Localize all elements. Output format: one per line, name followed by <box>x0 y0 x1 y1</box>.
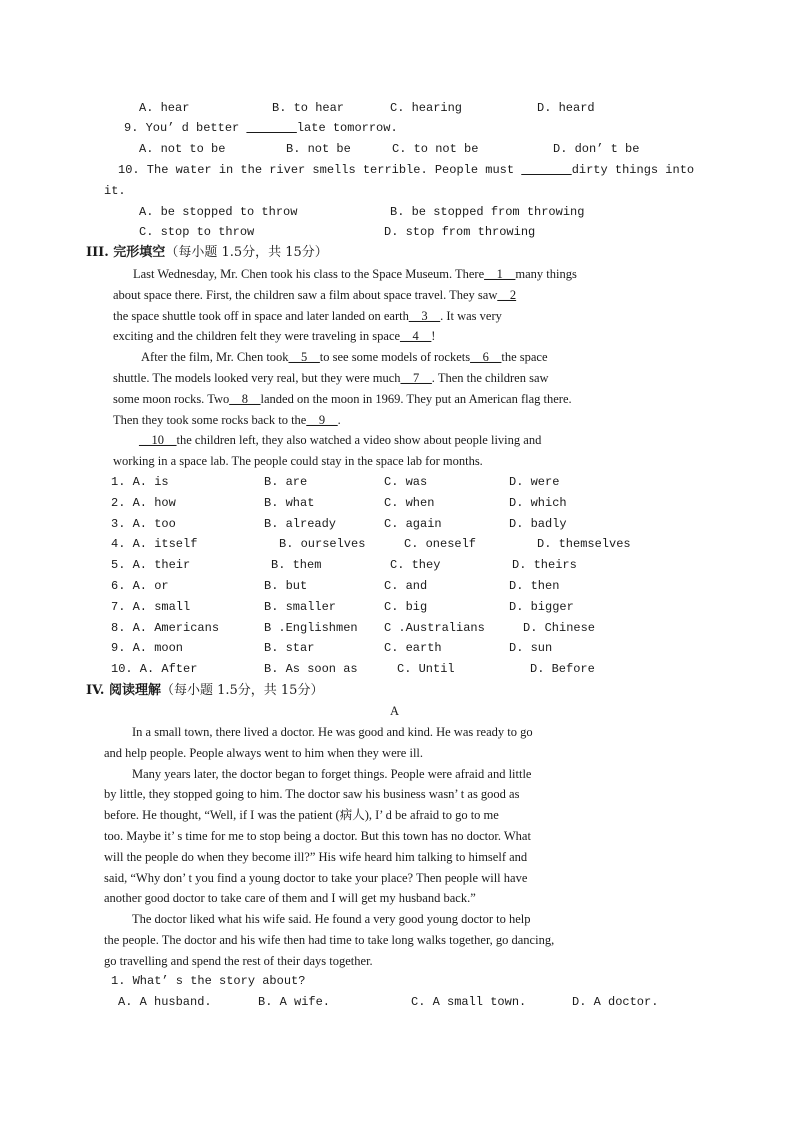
passage-label: A <box>390 704 400 718</box>
q10-option-a: A. be stopped to throw <box>139 205 298 219</box>
cloze-option-7-a: 7. A. small <box>111 599 191 614</box>
reading-q1-stem: 1. What’ s the story about? <box>111 974 306 988</box>
cloze-line-3: the space shuttle took off in space and later landed on earth__3__. It was very <box>113 309 502 323</box>
cloze-blank-10: __10__ <box>139 433 177 447</box>
reading-line: by little, they stopped going to him. The doctor saw his business wasn’ t as good as <box>104 787 520 802</box>
cloze-blank-3: __3__ <box>408 309 441 323</box>
cloze-blank-4: __4__ <box>400 329 432 343</box>
cloze-option-6-c: C. and <box>384 579 428 593</box>
reading-line: will the people do when they become ill?” His wife heard him talking to himself and <box>104 849 528 864</box>
cloze-option-1-c: C. was <box>384 475 428 489</box>
cloze-option-5-a: 5. A. their <box>111 558 191 573</box>
cloze-line-2: about space there. First, the children saw a film about space travel. They saw__2 <box>113 288 517 302</box>
reading-line: go travelling and spend the rest of their days together. <box>104 953 373 968</box>
q10-option-b: B. be stopped from throwing <box>390 205 585 219</box>
q10-option-d: D. stop from throwing <box>384 225 536 239</box>
q8-option-b: B. to hear <box>272 101 345 115</box>
cloze-option-8-c: C .Australians <box>384 620 485 635</box>
cloze-option-9-c: C. earth <box>384 641 442 656</box>
section4-heading: IV. 阅读理解（每小题 1.5分，共 15分） <box>86 683 324 698</box>
q9-option-b: B. not be <box>286 142 351 156</box>
cloze-blank-2: __2 <box>497 288 517 302</box>
reading-line: too. Maybe it’ s time for me to stop being a doctor. But this town has no doctor. What <box>104 829 531 843</box>
cloze-option-5-b: B. them <box>271 558 322 573</box>
cloze-option-2-b: B. what <box>264 495 315 510</box>
reading-line: before. He thought, “Well, if I was the patient (病人), I’ d be afraid to go to me <box>104 808 499 823</box>
cloze-line-9: __10__the children left, they also watched a video show about people living and <box>139 433 542 447</box>
q8-option-a: A. hear <box>139 101 190 115</box>
reading-line: Many years later, the doctor began to forget things. People were afraid and little <box>132 766 532 781</box>
cloze-option-3-d: D. badly <box>509 516 567 531</box>
cloze-blank-7: __7__ <box>400 371 432 385</box>
cloze-line-10: working in a space lab. The people could stay in the space lab for months. <box>113 454 483 468</box>
cloze-option-8-b: B .Englishmen <box>264 620 358 635</box>
cloze-option-5-c: C. they <box>390 558 441 573</box>
cloze-blank-6: __6__ <box>470 350 502 364</box>
reading-line: the people. The doctor and his wife then had time to take long walks together, go dancing, <box>104 933 555 947</box>
reading-q1-option-d: D. A doctor. <box>572 995 659 1009</box>
cloze-option-7-b: B. smaller <box>264 599 337 614</box>
reading-line: said, “Why don’ t you find a young doctor to take your place? Then people will have <box>104 870 528 885</box>
cloze-option-2-c: C. when <box>384 495 435 510</box>
cloze-option-2-a: 2. A. how <box>111 495 176 510</box>
cloze-option-3-a: 3. A. too <box>111 516 176 531</box>
cloze-line-5: After the film, Mr. Chen took__5__to see some models of rockets__6__the space <box>141 350 548 364</box>
cloze-option-7-d: D. bigger <box>509 599 574 614</box>
q9-stem: 9. You’ d better late tomorrow. <box>124 121 398 135</box>
cloze-line-7: some moon rocks. Two__8__landed on the moon in 1969. They put an American flag there. <box>113 392 572 406</box>
cloze-option-1-b: B. are <box>264 475 308 489</box>
cloze-option-4-c: C. oneself <box>404 537 477 552</box>
cloze-option-6-b: B. but <box>264 579 308 593</box>
cloze-line-6: shuttle. The models looked very real, but they were much__7__. Then the children saw <box>113 371 549 385</box>
q10-stem: 10. The water in the river smells terrible. People must dirty things into <box>118 163 695 177</box>
cloze-option-5-d: D. theirs <box>512 558 577 573</box>
cloze-option-10-d: D. Before <box>530 662 595 677</box>
cloze-option-3-b: B. already <box>264 516 337 531</box>
q8-option-c: C. hearing <box>390 101 463 115</box>
cloze-option-7-c: C. big <box>384 599 428 614</box>
cloze-option-6-a: 6. A. or <box>111 579 169 593</box>
cloze-option-1-d: D. were <box>509 475 560 489</box>
q9-blank <box>246 121 296 135</box>
cloze-option-9-d: D. sun <box>509 641 553 656</box>
reading-q1-option-c: C. A small town. <box>411 995 527 1009</box>
cloze-option-9-a: 9. A. moon <box>111 641 184 656</box>
cloze-option-2-d: D. which <box>509 495 567 510</box>
cloze-option-10-c: C. Until <box>397 662 455 677</box>
reading-line: The doctor liked what his wife said. He found a very good young doctor to help <box>132 912 531 927</box>
cloze-blank-8: __8__ <box>229 392 261 406</box>
cloze-option-4-b: B. ourselves <box>279 537 366 552</box>
reading-q1-option-a: A. A husband. <box>118 995 212 1009</box>
section3-heading: III. 完形填空（每小题 1.5分，共 15分） <box>86 245 328 260</box>
cloze-blank-9: __9__ <box>306 413 338 427</box>
cloze-blank-5: __5__ <box>288 350 320 364</box>
cloze-line-4: exciting and the children felt they were traveling in space__4__! <box>113 329 436 343</box>
cloze-option-4-d: D. themselves <box>537 537 631 552</box>
cloze-option-9-b: B. star <box>264 641 315 656</box>
cloze-blank-1: __1__ <box>484 267 516 281</box>
q9-option-a: A. not to be <box>139 142 226 156</box>
cloze-option-8-d: D. Chinese <box>523 620 596 635</box>
reading-line: and help people. People always went to him when they were ill. <box>104 745 424 760</box>
q10-blank <box>521 163 571 177</box>
cloze-line-8: Then they took some rocks back to the__9__. <box>113 413 341 427</box>
q10-stem-cont: it. <box>104 184 126 198</box>
cloze-option-10-b: B. As soon as <box>264 662 358 677</box>
cloze-option-6-d: D. then <box>509 579 560 593</box>
reading-q1-option-b: B. A wife. <box>258 995 331 1009</box>
q10-option-c: C. stop to throw <box>139 225 255 239</box>
reading-line: In a small town, there lived a doctor. He was good and kind. He was ready to go <box>132 725 533 739</box>
cloze-option-1-a: 1. A. is <box>111 475 169 489</box>
reading-line: another good doctor to take care of them and I will get my husband back.” <box>104 891 476 906</box>
q9-option-d: D. don’ t be <box>553 142 640 156</box>
cloze-option-8-a: 8. A. Americans <box>111 620 220 635</box>
cloze-line-1: Last Wednesday, Mr. Chen took his class to the Space Museum. There__1__many things <box>133 267 577 281</box>
q9-option-c: C. to not be <box>392 142 479 156</box>
cloze-option-4-a: 4. A. itself <box>111 537 198 552</box>
cloze-option-3-c: C. again <box>384 516 442 531</box>
cloze-option-10-a: 10. A. After <box>111 662 198 677</box>
q8-option-d: D. heard <box>537 101 595 115</box>
